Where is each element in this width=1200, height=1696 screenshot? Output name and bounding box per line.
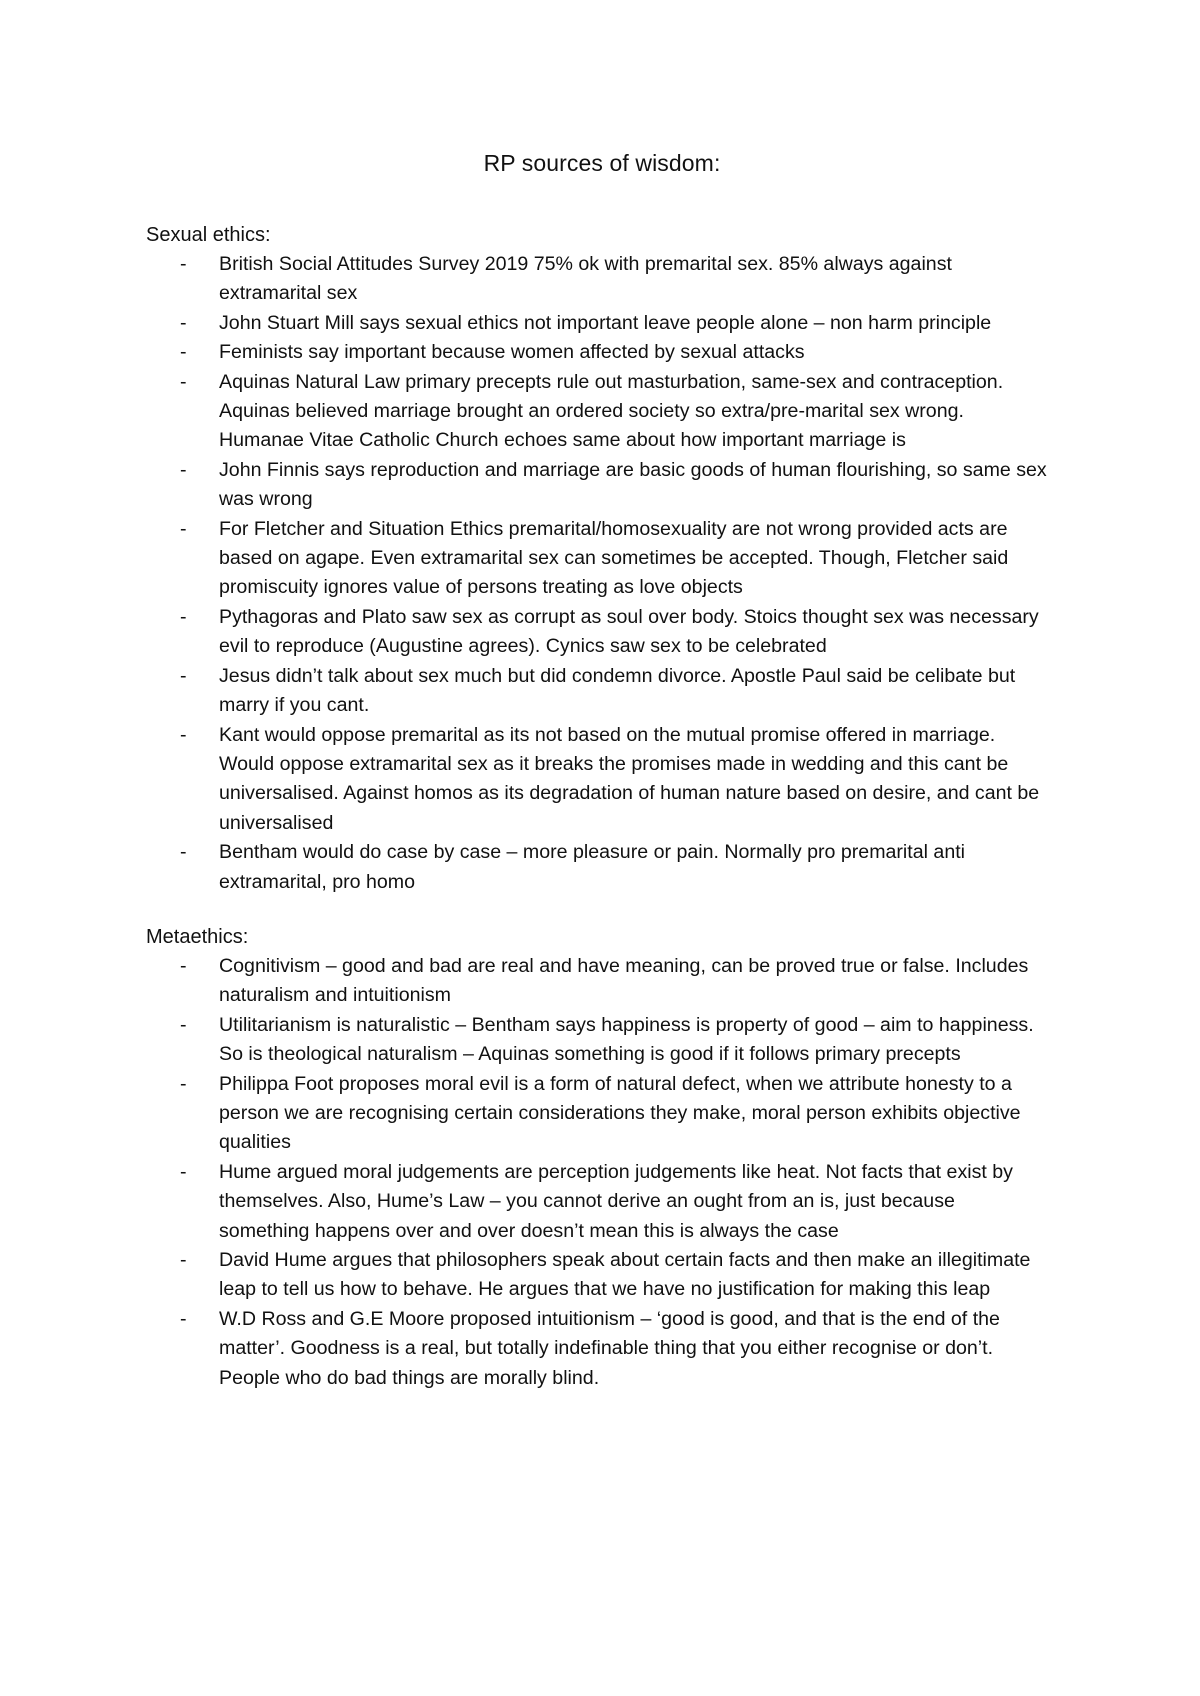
list-item-text: W.D Ross and G.E Moore proposed intuitionism – ‘good is good, and that is the end of the matter’. Goodness is a real, but totally indefinable thing that you either recognise or don’t. People who do bad things are morally blind. [219, 1307, 1000, 1389]
bullet-dash: - [180, 370, 187, 393]
list-item [180, 1158, 1050, 1246]
bullet-dash: - [180, 1013, 187, 1036]
list-item [180, 952, 1050, 1011]
list-item-text: Bentham would do case by case – more pleasure or pain. Normally pro premarital anti extramarital, pro homo [219, 841, 966, 893]
list-item-text: For Fletcher and Situation Ethics premarital/homosexuality are not wrong provided acts are based on agape. Even extramarital sex can sometimes be accepted. Though, Fletcher said promiscuity ignores value of persons treating as love objects [219, 517, 1009, 599]
list-item-text: John Finnis says reproduction and marriage are basic goods of human flourishing, so same sex was wrong [219, 458, 1047, 511]
list-item [180, 1070, 1050, 1158]
list-item-text: Hume argued moral judgements are perception judgements like heat. Not facts that exist by themselves. Also, Hume’s Law – you cannot derive an ought from an is, just because something happens over and over doesn’t mean this is always the case [219, 1160, 1013, 1242]
bullet-list [146, 250, 1050, 897]
bullet-dash: - [180, 253, 187, 275]
document-title: RP sources of wisdom: [483, 150, 721, 176]
bullet-dash: - [180, 1307, 187, 1330]
bullet-dash: - [180, 841, 187, 864]
list-item [180, 1011, 1050, 1070]
list-item [180, 1246, 1050, 1305]
section-heading: Metaethics: [146, 925, 249, 948]
bullet-dash: - [180, 341, 187, 364]
list-item-text: Cognitivism – good and bad are real and have meaning, can be proved true or false. Includes naturalism and intuitionism [219, 954, 1029, 1007]
bullet-dash: - [180, 723, 187, 746]
list-item [180, 838, 1050, 897]
list-item-text: Feminists say important because women affected by sexual attacks [219, 341, 805, 364]
list-item [180, 250, 1050, 309]
bullet-dash: - [180, 605, 187, 628]
list-item-text: Jesus didn’t talk about sex much but did condemn divorce. Apostle Paul said be celibate but marry if you cant. [219, 664, 1016, 717]
list-item [180, 309, 1050, 338]
list-item-text: Pythagoras and Plato saw sex as corrupt as soul over body. Stoics thought sex was necessary evil to reproduce (Augustine agrees). Cynics saw sex to be celebrated [219, 605, 1039, 658]
bullet-dash: - [180, 1249, 187, 1271]
list-item [180, 515, 1050, 603]
list-item-text: Philippa Foot proposes moral evil is a form of natural defect, when we attribute honesty to a person we are recognising certain considerations they make, moral person exhibits objective qualities [219, 1072, 1021, 1154]
list-item-text: Aquinas Natural Law primary precepts rule out masturbation, same-sex and contraception. Aquinas believed marriage brought an ordered society so extra/pre-marital sex wrong. Humanae Vitae Catholic Church echoes same about how important marriage is [219, 370, 1004, 452]
list-item-text: Kant would oppose premarital as its not based on the mutual promise offered in marriage. Would oppose extramarital sex as it breaks the promises made in wedding and this cant be universalised. Against homos as its degradation of human nature based on desire, and cant be universalised [219, 723, 1040, 834]
bullet-dash: - [180, 311, 187, 334]
bullet-dash: - [180, 954, 187, 977]
bullet-dash: - [180, 1160, 187, 1183]
list-item-text: John Stuart Mill says sexual ethics not important leave people alone – non harm principle [219, 311, 992, 334]
bullet-dash: - [180, 664, 187, 687]
list-item-text: British Social Attitudes Survey 2019 75% ok with premarital sex. 85% always against extramarital sex [219, 253, 952, 305]
list-item [180, 603, 1050, 662]
list-item [180, 662, 1050, 721]
list-item [180, 368, 1050, 456]
bullet-list [146, 952, 1050, 1393]
bullet-dash: - [180, 1072, 187, 1095]
list-item [180, 456, 1050, 515]
bullet-dash: - [180, 458, 187, 481]
section-sexual-ethics [146, 221, 1050, 897]
section-metaethics [146, 923, 1050, 1393]
list-item [180, 1305, 1050, 1393]
list-item-text: Utilitarianism is naturalistic – Bentham says happiness is property of good – aim to happiness. So is theological naturalism – Aquinas something is good if it follows primary precepts [219, 1013, 1034, 1066]
bullet-dash: - [180, 517, 187, 540]
list-item [180, 338, 1050, 367]
list-item [180, 721, 1050, 839]
list-item-text: David Hume argues that philosophers speak about certain facts and then make an illegitimate leap to tell us how to behave. He argues that we have no justification for making this leap [219, 1249, 1031, 1301]
section-heading: Sexual ethics: [146, 224, 271, 246]
